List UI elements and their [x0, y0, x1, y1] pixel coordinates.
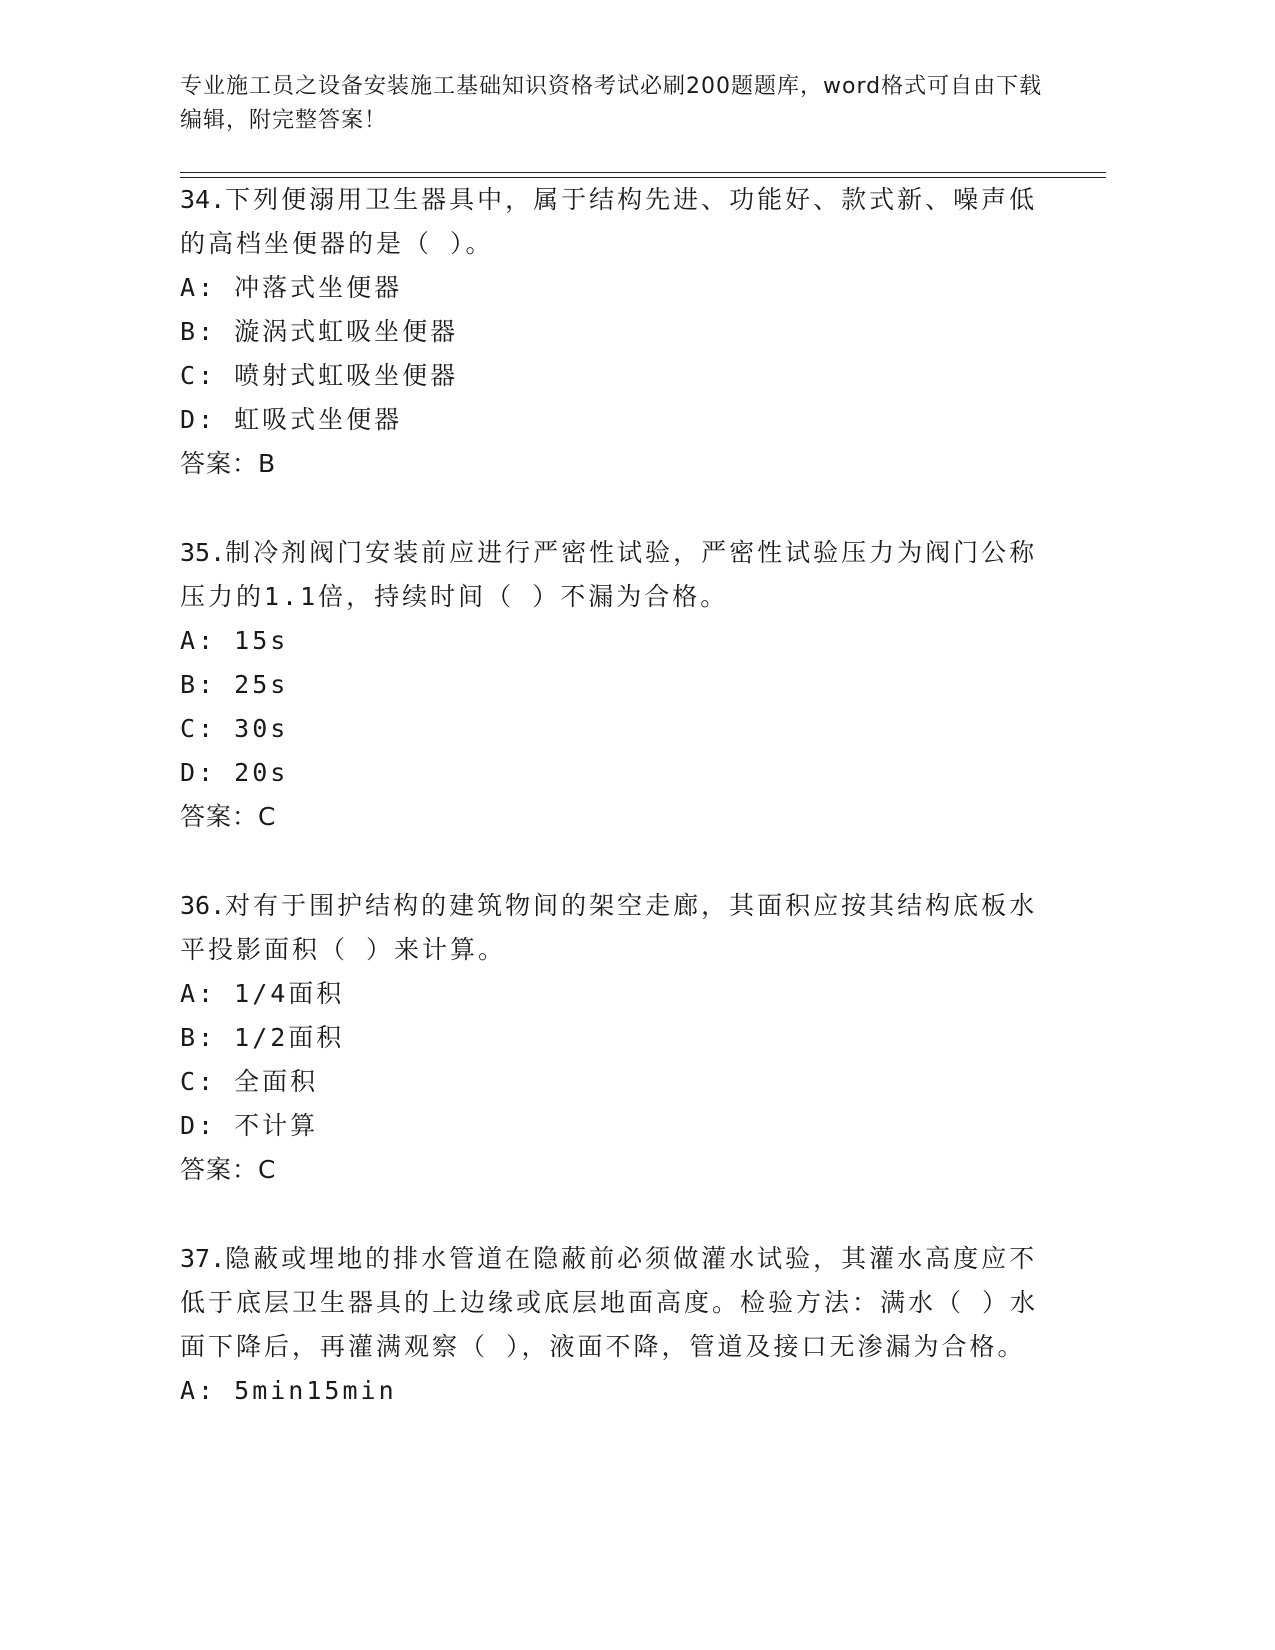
- question-number: 36.: [180, 891, 226, 920]
- question-text: [180, 178, 1050, 266]
- option-c: C: 全面积: [180, 1067, 319, 1096]
- answer: 答案：B: [180, 449, 277, 478]
- option-c: C: 喷射式虹吸坐便器: [180, 361, 459, 390]
- option-b: B: 1/2面积: [180, 1023, 345, 1052]
- option-a: A: 冲落式坐便器: [180, 273, 403, 302]
- document-header: [180, 70, 1050, 138]
- question-body: 下列便溺用卫生器具中，属于结构先进、功能好、款式新、噪声低的高档坐便器的是（ ）。: [180, 185, 1038, 258]
- option-d: D: 不计算: [180, 1111, 319, 1140]
- option-b: B: 漩涡式虹吸坐便器: [180, 317, 459, 346]
- answer: 答案：C: [180, 802, 277, 831]
- question-text: [180, 531, 1050, 619]
- question-body: 对有于围护结构的建筑物间的架空走廊，其面积应按其结构底板水平投影面积（ ）来计算。: [180, 891, 1038, 964]
- question-number: 34.: [180, 185, 226, 214]
- option-d: D: 虹吸式坐便器: [180, 405, 403, 434]
- question-text: [180, 884, 1050, 972]
- question-list: [180, 178, 1050, 1458]
- option-b: B: 25s: [180, 670, 289, 699]
- question-34: [180, 178, 1050, 486]
- question-number: 35.: [180, 538, 226, 567]
- question-37: [180, 1237, 1050, 1413]
- question-body: 制冷剂阀门安装前应进行严密性试验，严密性试验压力为阀门公称压力的1.1倍，持续时间（ ）不漏为合格。: [180, 538, 1038, 611]
- header-title: 专业施工员之设备安装施工基础知识资格考试必刷200题题库，word格式可自由下载编辑，附完整答案！: [180, 74, 1043, 133]
- option-a: A: 15s: [180, 626, 289, 655]
- answer: 答案：C: [180, 1155, 277, 1184]
- question-text: [180, 1237, 1050, 1369]
- question-35: [180, 531, 1050, 839]
- option-c: C: 30s: [180, 714, 289, 743]
- header-rule-top: [180, 172, 1106, 173]
- question-body: 隐蔽或埋地的排水管道在隐蔽前必须做灌水试验，其灌水高度应不低于底层卫生器具的上边缘或底层地面高度。检验方法：满水（ ）水面下降后，再灌满观察（ ），液面不降，管道及接口无渗漏为合格。: [180, 1244, 1039, 1361]
- option-a: A: 1/4面积: [180, 979, 345, 1008]
- question-36: [180, 884, 1050, 1192]
- question-number: 37.: [180, 1244, 226, 1273]
- option-d: D: 20s: [180, 758, 289, 787]
- option-a: A: 5min15min: [180, 1376, 397, 1405]
